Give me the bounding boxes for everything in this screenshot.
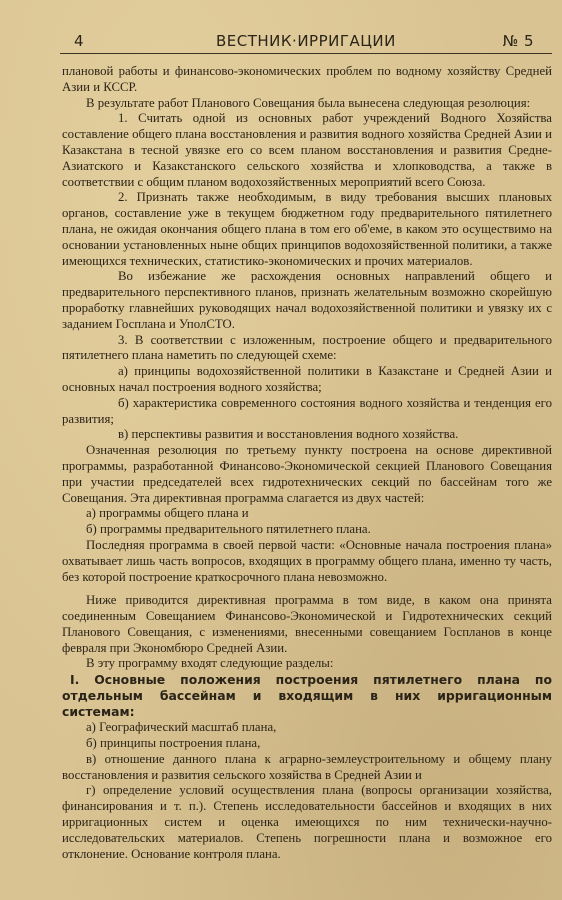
resolution-item: 3. В соответствии с изложенным, построение общего и предварительного пятилетнего плана наметить по следующей схеме: bbox=[62, 332, 552, 363]
header-rule bbox=[60, 53, 552, 54]
page-number: 4 bbox=[74, 32, 85, 50]
list-item: а) Географический масштаб плана, bbox=[86, 720, 277, 735]
body-paragraph: В результате работ Планового Совещания была вынесена следующая резолюция: bbox=[86, 95, 531, 110]
body-paragraph: Последняя программа в своей первой части: «Основные начала построения плана» охватывает лишь часть вопросов, входящих в программу общего плана, именно ту часть, без которой построение краткосрочного плана невозможно. bbox=[62, 537, 552, 584]
scheme-item: а) принципы водохозяйственной политики в Казакстане и Средней Азии и основных начал построения водного хозяйства; bbox=[62, 364, 552, 394]
article-body bbox=[62, 64, 552, 862]
program-part: а) программы общего плана и bbox=[86, 506, 249, 521]
section-heading: I. Основные положения построения пятилетнего плана по отдельным бассейнам и входящим в них ирригационным системам: bbox=[62, 672, 552, 720]
scheme-item: в) перспективы развития и восстановления водного хозяйства. bbox=[118, 427, 459, 442]
list-item: в) отношение данного плана к аграрно-землеустроительному и общему плану восстановления и развития сельского хозяйства в Средней Азии и bbox=[62, 751, 552, 782]
body-paragraph: Означенная резолюция по третьему пункту построена на основе директивной программы, разработанной Финансово-Экономической секцией Планового Совещания при участии председателей всех гидротехнических секций по бассейнам того же Совещания. Эта директивная программа слагается из двух частей: bbox=[62, 443, 552, 505]
list-item: г) определение условий осуществления плана (вопросы организации хозяйства, финансирования и т. п.). Степень исследовательности бассейнов и входящих в них ирригационных систем и оценка имеющихся по ним технически-научно-исследовательских материалов. Степень погрешности плана и возможное его отклонение. Основание контроля плана. bbox=[62, 783, 552, 861]
running-header bbox=[74, 32, 540, 52]
journal-title: ВЕСТНИК·ИРРИГАЦИИ bbox=[216, 32, 396, 50]
body-paragraph: В эту программу входят следующие разделы: bbox=[86, 656, 334, 671]
body-paragraph: Во избежание же расхождения основных направлений общего и предварительного перспективного планов, признать желательным возможно скорейшую проработку главнейших руководящих начал водохозяйственной политики и увязку их с заданием Госплана и УполСТО. bbox=[62, 269, 552, 331]
issue-number: № 5 bbox=[502, 32, 534, 50]
resolution-item: 1. Считать одной из основных работ учреждений Водного Хозяйства составление общего плана восстановления и развития водного хозяйства Средней Азии и Казакстана в тесной увязке его со всем планом восстановления и развития Средне-Азиатского и Казакстанского сельского хозяйства и хлопководства, а также в соответствии с общим планом водохозяйственных мероприятий всего Союза. bbox=[62, 111, 552, 189]
body-paragraph: плановой работы и финансово-экономических проблем по водному хозяйству Средней Азии и КССР. bbox=[62, 64, 552, 94]
list-item: б) принципы построения плана, bbox=[86, 736, 261, 751]
body-paragraph: Ниже приводится директивная программа в том виде, в каком она принята соединенным Совещанием Финансово-Экономической и Гидротехнических секций Планового Совещания, с изменениями, внесенными совещанием Госпланов в конце февраля при Экономбюро Средней Азии. bbox=[62, 593, 552, 655]
program-part: б) программы предварительного пятилетнего плана. bbox=[86, 522, 371, 537]
resolution-item: 2. Признать также необходимым, в виду требования высших плановых органов, составление уже в текущем бюджетном году предварительного пятилетнего плана, не ожидая окончания общего плана в том его об'еме, в каком это осуществимо на основании установленных ныне общих принципов водохозяйственной политики, а также имеющихся технических, статистико-экономических и прочих материалов. bbox=[62, 190, 552, 268]
scheme-item: б) характеристика современного состояния водного хозяйства и тенденция его развития; bbox=[62, 395, 552, 426]
